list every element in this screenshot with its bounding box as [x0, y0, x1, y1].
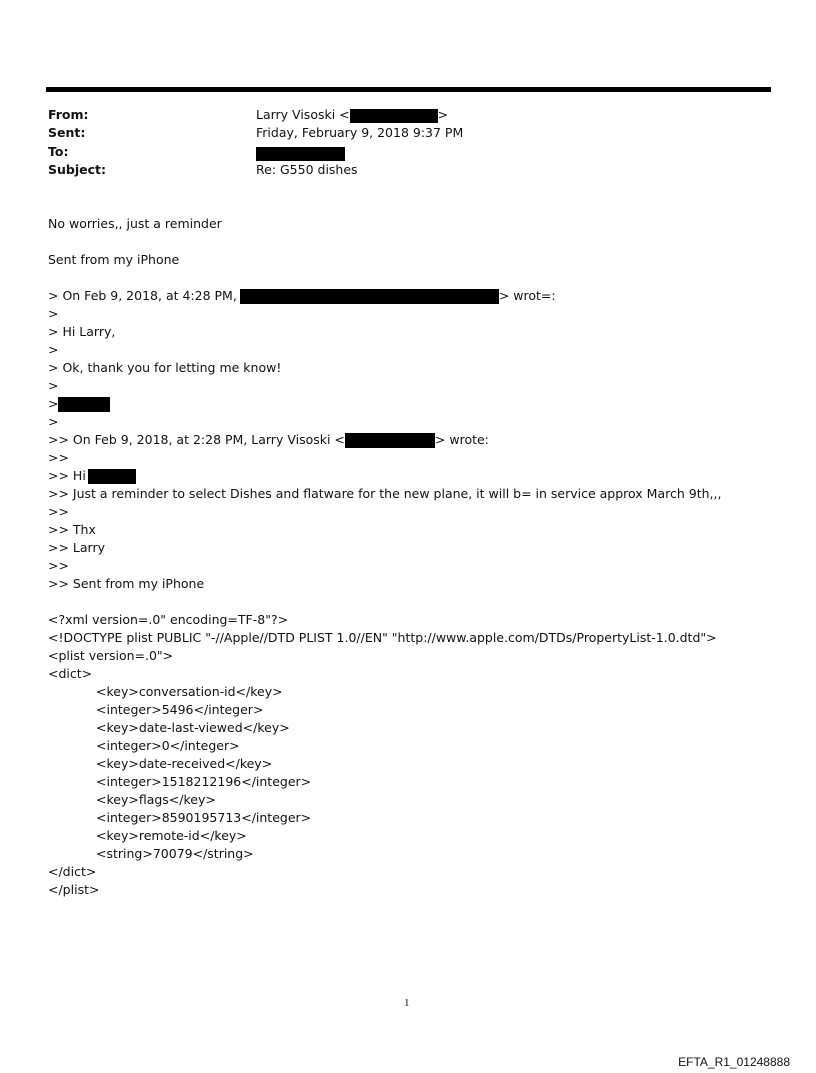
quote-line: >	[48, 342, 59, 357]
plist-line: <key>date-last-viewed</key>	[96, 720, 290, 735]
quote-text: > wrote:	[434, 432, 489, 447]
quote-line: >>	[48, 450, 69, 465]
plist-line: <plist version=.0">	[48, 648, 174, 663]
quote-text: >> Hi	[48, 468, 86, 483]
quote-line: >	[48, 378, 59, 393]
redaction-email	[345, 433, 435, 448]
quote-line	[48, 396, 110, 412]
document-id: EFTA_R1_01248888	[678, 1055, 790, 1069]
subject-value: Re: G550 dishes	[256, 162, 358, 177]
quote-line: >	[48, 414, 59, 429]
plist-line: <string>70079</string>	[96, 846, 254, 861]
redaction-signature	[58, 397, 110, 412]
quote-text: > wrot=:	[498, 288, 556, 303]
plist-line: <dict>	[48, 666, 93, 681]
plist-line: <key>date-received</key>	[96, 756, 273, 771]
page-number: 1	[404, 997, 410, 1009]
from-open: <	[339, 107, 350, 122]
plist-line: <integer>5496</integer>	[96, 702, 264, 717]
quote-line: >	[48, 306, 59, 321]
plist-line: </plist>	[48, 882, 100, 897]
quote-line: >> Just a reminder to select Dishes and flatware for the new plane, it will b= in service approx March 9th,,,	[48, 486, 722, 501]
quote-text: > On Feb 9, 2018, at 4:28 PM,	[48, 288, 237, 303]
from-close: >	[437, 107, 449, 122]
to-value	[256, 145, 345, 161]
redaction-recipient-name	[88, 469, 136, 484]
redaction-sender	[240, 289, 499, 304]
quote-line: >> Sent from my iPhone	[48, 576, 205, 591]
plist-line: </dict>	[48, 864, 97, 879]
subject-label: Subject:	[48, 162, 106, 177]
plist-line: <!DOCTYPE plist PUBLIC "-//Apple//DTD PLIST 1.0//EN" "http://www.apple.com/DTDs/PropertyList-1.0.dtd">	[48, 630, 717, 645]
plist-line: <integer>1518212196</integer>	[96, 774, 312, 789]
redaction-from-email	[350, 109, 438, 123]
plist-line: <?xml version=.0" encoding=TF-8"?>	[48, 612, 289, 627]
quote-text: >> On Feb 9, 2018, at 2:28 PM, Larry Visoski <	[48, 432, 345, 447]
plist-line: <key>flags</key>	[96, 792, 216, 807]
plist-line: <key>conversation-id</key>	[96, 684, 283, 699]
plist-line: <integer>8590195713</integer>	[96, 810, 312, 825]
sent-label: Sent:	[48, 125, 86, 140]
sent-value: Friday, February 9, 2018 9:37 PM	[256, 125, 464, 140]
from-name: Larry Visoski	[256, 107, 336, 122]
quote-line	[48, 288, 556, 304]
quote-line: > Ok, thank you for letting me know!	[48, 360, 282, 375]
quote-line: >> Larry	[48, 540, 106, 555]
quote-line	[48, 432, 489, 448]
from-label: From:	[48, 107, 89, 122]
plist-line: <integer>0</integer>	[96, 738, 240, 753]
from-value	[256, 107, 448, 123]
redaction-to	[256, 147, 345, 161]
quote-line: > Hi Larry,	[48, 324, 116, 339]
quote-line: >>	[48, 558, 69, 573]
plist-line: <key>remote-id</key>	[96, 828, 247, 843]
quote-line: >> Thx	[48, 522, 96, 537]
quote-line	[48, 468, 136, 484]
header-rule	[46, 87, 771, 92]
quote-line: >>	[48, 504, 69, 519]
body-line: Sent from my iPhone	[48, 252, 180, 267]
to-label: To:	[48, 144, 69, 159]
quote-text: >	[48, 396, 59, 411]
body-line: No worries,, just a reminder	[48, 216, 222, 231]
